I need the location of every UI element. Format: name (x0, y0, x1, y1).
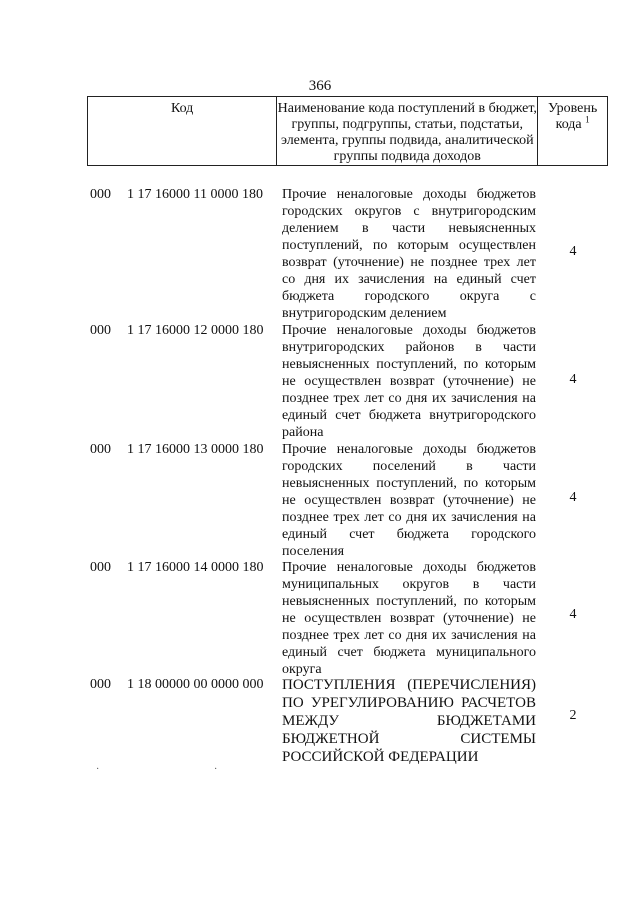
row-code: 1 17 16000 11 0000 180 (127, 187, 263, 202)
header-name: Наименование кода поступлений в бюджет, группы, подгруппы, статьи, подстатьи, элемента, группы подвида, аналитической группы подвида доходов (277, 97, 538, 165)
row-name: Прочие неналоговые доходы бюджетов внутригородских районов в части невыясненных поступлений, по которым не осуществлен возврат (уточнение) не позднее трех лет со дня их зачисления на единый счет бюджета внутригородского района (282, 323, 536, 440)
row-classifier: 000 (90, 323, 111, 338)
scan-speck: · (214, 764, 218, 775)
header-level (538, 97, 607, 165)
table-header (87, 96, 608, 166)
header-code: Код (88, 97, 277, 165)
row-classifier: 000 (90, 187, 111, 202)
page-number: 366 (308, 78, 332, 94)
row-classifier: 000 (90, 677, 111, 692)
row-level: 4 (569, 490, 577, 505)
header-level-footnote: 1 (585, 114, 590, 125)
row-code: 1 18 00000 00 0000 000 (127, 677, 264, 692)
row-code: 1 17 16000 12 0000 180 (127, 323, 264, 338)
row-name: Прочие неналоговые доходы бюджетов городских поселений в части невыясненных поступлений, по которым не осуществлен возврат (уточнение) не позднее трех лет со дня их зачисления на единый счет бюджета городского поселения (282, 442, 536, 559)
row-name: ПОСТУПЛЕНИЯ (ПЕРЕЧИСЛЕНИЯ) ПО УРЕГУЛИРОВАНИЮ РАСЧЕТОВ МЕЖДУ БЮДЖЕТАМИ БЮДЖЕТНОЙ СИСТЕМЫ РОССИЙСКОЙ ФЕДЕРАЦИИ (282, 677, 536, 765)
scan-speck: · (96, 764, 100, 775)
row-level: 4 (569, 244, 577, 259)
row-code: 1 17 16000 13 0000 180 (127, 442, 264, 457)
header-level-label: Уровень кода (547, 101, 598, 132)
row-name: Прочие неналоговые доходы бюджетов муниципальных округов в части невыясненных поступлений, по которым не осуществлен возврат (уточнение) не позднее трех лет со дня их зачисления на единый счет бюджета муниципального округа (282, 560, 536, 677)
row-level: 2 (569, 708, 577, 723)
row-level: 4 (569, 607, 577, 622)
row-code: 1 17 16000 14 0000 180 (127, 560, 264, 575)
row-classifier: 000 (90, 560, 111, 575)
row-classifier: 000 (90, 442, 111, 457)
row-level: 4 (569, 372, 577, 387)
row-name: Прочие неналоговые доходы бюджетов городских округов с внутригородским делением в части невыясненных поступлений, по которым осуществлен возврат (уточнение) не позднее трех лет со дня их зачисления на единый счет бюджета городского округа с внутригородским делением (282, 187, 536, 321)
